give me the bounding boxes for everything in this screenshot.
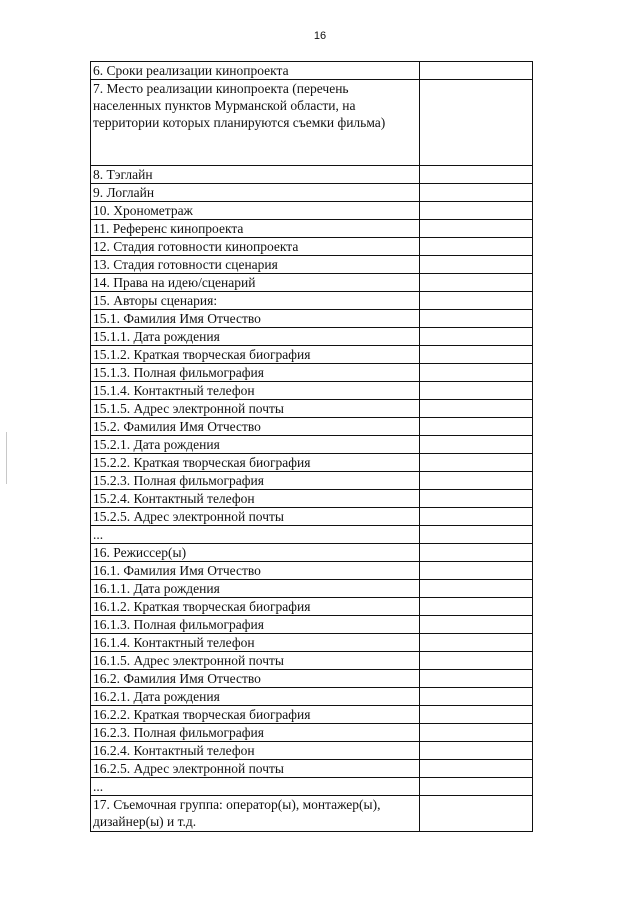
table-row xyxy=(91,796,533,832)
row-label: 16.1.5. Адрес электронной почты xyxy=(91,652,420,670)
row-value-field[interactable] xyxy=(420,220,533,238)
row-label: 15.1.2. Краткая творческая биография xyxy=(91,346,420,364)
row-label: 16.1. Фамилия Имя Отчество xyxy=(91,562,420,580)
row-value-field[interactable] xyxy=(420,382,533,400)
row-label: 16.1.3. Полная фильмография xyxy=(91,616,420,634)
row-label: 16.1.1. Дата рождения xyxy=(91,580,420,598)
row-value-field[interactable] xyxy=(420,796,533,832)
table-row xyxy=(91,292,533,310)
row-value-field[interactable] xyxy=(420,670,533,688)
table-row xyxy=(91,652,533,670)
table-row xyxy=(91,436,533,454)
page-number: 16 xyxy=(313,30,327,42)
row-value-field[interactable] xyxy=(420,598,533,616)
table-row xyxy=(91,670,533,688)
table-row xyxy=(91,580,533,598)
row-label: 16.1.4. Контактный телефон xyxy=(91,634,420,652)
row-value-field[interactable] xyxy=(420,62,533,80)
row-value-field[interactable] xyxy=(420,274,533,292)
row-label: ... xyxy=(91,526,420,544)
table-row xyxy=(91,508,533,526)
row-value-field[interactable] xyxy=(420,454,533,472)
row-label: 16.2.1. Дата рождения xyxy=(91,688,420,706)
table-row xyxy=(91,220,533,238)
row-label: 16.2.3. Полная фильмография xyxy=(91,724,420,742)
row-value-field[interactable] xyxy=(420,760,533,778)
table-row xyxy=(91,688,533,706)
row-value-field[interactable] xyxy=(420,580,533,598)
row-value-field[interactable] xyxy=(420,706,533,724)
row-value-field[interactable] xyxy=(420,652,533,670)
row-label: 8. Тэглайн xyxy=(91,166,420,184)
row-value-field[interactable] xyxy=(420,490,533,508)
row-label: 15.2. Фамилия Имя Отчество xyxy=(91,418,420,436)
table-row xyxy=(91,256,533,274)
table-row xyxy=(91,634,533,652)
row-value-field[interactable] xyxy=(420,724,533,742)
table-row xyxy=(91,706,533,724)
row-label: 16.1.2. Краткая творческая биография xyxy=(91,598,420,616)
row-label: 15.1.3. Полная фильмография xyxy=(91,364,420,382)
row-value-field[interactable] xyxy=(420,616,533,634)
row-label: 13. Стадия готовности сценария xyxy=(91,256,420,274)
row-label: 15.2.5. Адрес электронной почты xyxy=(91,508,420,526)
table-row xyxy=(91,526,533,544)
row-value-field[interactable] xyxy=(420,508,533,526)
table-row xyxy=(91,202,533,220)
row-label: 9. Логлайн xyxy=(91,184,420,202)
row-label: 16.2.5. Адрес электронной почты xyxy=(91,760,420,778)
table-row xyxy=(91,544,533,562)
row-label: 16.2. Фамилия Имя Отчество xyxy=(91,670,420,688)
table-row xyxy=(91,382,533,400)
row-label: 15.2.3. Полная фильмография xyxy=(91,472,420,490)
row-value-field[interactable] xyxy=(420,202,533,220)
row-value-field[interactable] xyxy=(420,292,533,310)
row-value-field[interactable] xyxy=(420,472,533,490)
row-value-field[interactable] xyxy=(420,526,533,544)
row-label: 16.2.2. Краткая творческая биография xyxy=(91,706,420,724)
row-label: 7. Место реализации кинопроекта (перечень населенных пунктов Мурманской области, на территории которых планируются съемки фильма) xyxy=(91,80,420,166)
table-row xyxy=(91,472,533,490)
row-label: 14. Права на идею/сценарий xyxy=(91,274,420,292)
table-row xyxy=(91,238,533,256)
table-row xyxy=(91,274,533,292)
row-value-field[interactable] xyxy=(420,184,533,202)
row-value-field[interactable] xyxy=(420,778,533,796)
row-label: 16. Режиссер(ы) xyxy=(91,544,420,562)
row-label: 15.1.5. Адрес электронной почты xyxy=(91,400,420,418)
row-value-field[interactable] xyxy=(420,544,533,562)
row-label: 15.2.4. Контактный телефон xyxy=(91,490,420,508)
table-row xyxy=(91,616,533,634)
row-value-field[interactable] xyxy=(420,364,533,382)
row-value-field[interactable] xyxy=(420,742,533,760)
row-label: 10. Хронометраж xyxy=(91,202,420,220)
row-label: 15.1. Фамилия Имя Отчество xyxy=(91,310,420,328)
table-row xyxy=(91,598,533,616)
table-row xyxy=(91,310,533,328)
row-value-field[interactable] xyxy=(420,562,533,580)
row-label: 11. Референс кинопроекта xyxy=(91,220,420,238)
table-row xyxy=(91,760,533,778)
table-row xyxy=(91,328,533,346)
row-value-field[interactable] xyxy=(420,166,533,184)
row-label: 15.2.1. Дата рождения xyxy=(91,436,420,454)
row-value-field[interactable] xyxy=(420,256,533,274)
row-value-field[interactable] xyxy=(420,400,533,418)
table-row xyxy=(91,62,533,80)
row-label: 15. Авторы сценария: xyxy=(91,292,420,310)
row-label: 15.2.2. Краткая творческая биография xyxy=(91,454,420,472)
row-label: 15.1.1. Дата рождения xyxy=(91,328,420,346)
table-row xyxy=(91,364,533,382)
row-label: 12. Стадия готовности кинопроекта xyxy=(91,238,420,256)
table-row xyxy=(91,778,533,796)
table-row xyxy=(91,184,533,202)
row-label: ... xyxy=(91,778,420,796)
row-label: 15.1.4. Контактный телефон xyxy=(91,382,420,400)
table-row xyxy=(91,346,533,364)
table-row xyxy=(91,742,533,760)
table-row xyxy=(91,400,533,418)
table-row xyxy=(91,724,533,742)
table-row xyxy=(91,80,533,166)
scan-margin-mark xyxy=(6,432,7,484)
row-value-field[interactable] xyxy=(420,80,533,166)
row-value-field[interactable] xyxy=(420,688,533,706)
row-value-field[interactable] xyxy=(420,328,533,346)
row-value-field[interactable] xyxy=(420,436,533,454)
row-label: 6. Сроки реализации кинопроекта xyxy=(91,62,420,80)
table-row xyxy=(91,562,533,580)
row-value-field[interactable] xyxy=(420,634,533,652)
row-label: 16.2.4. Контактный телефон xyxy=(91,742,420,760)
row-value-field[interactable] xyxy=(420,418,533,436)
row-value-field[interactable] xyxy=(420,238,533,256)
table-row xyxy=(91,418,533,436)
application-form-table xyxy=(90,61,533,832)
table-row xyxy=(91,166,533,184)
row-label: 17. Съемочная группа: оператор(ы), монтажер(ы), дизайнер(ы) и т.д. xyxy=(91,796,420,832)
table-row xyxy=(91,490,533,508)
row-value-field[interactable] xyxy=(420,346,533,364)
table-row xyxy=(91,454,533,472)
row-value-field[interactable] xyxy=(420,310,533,328)
